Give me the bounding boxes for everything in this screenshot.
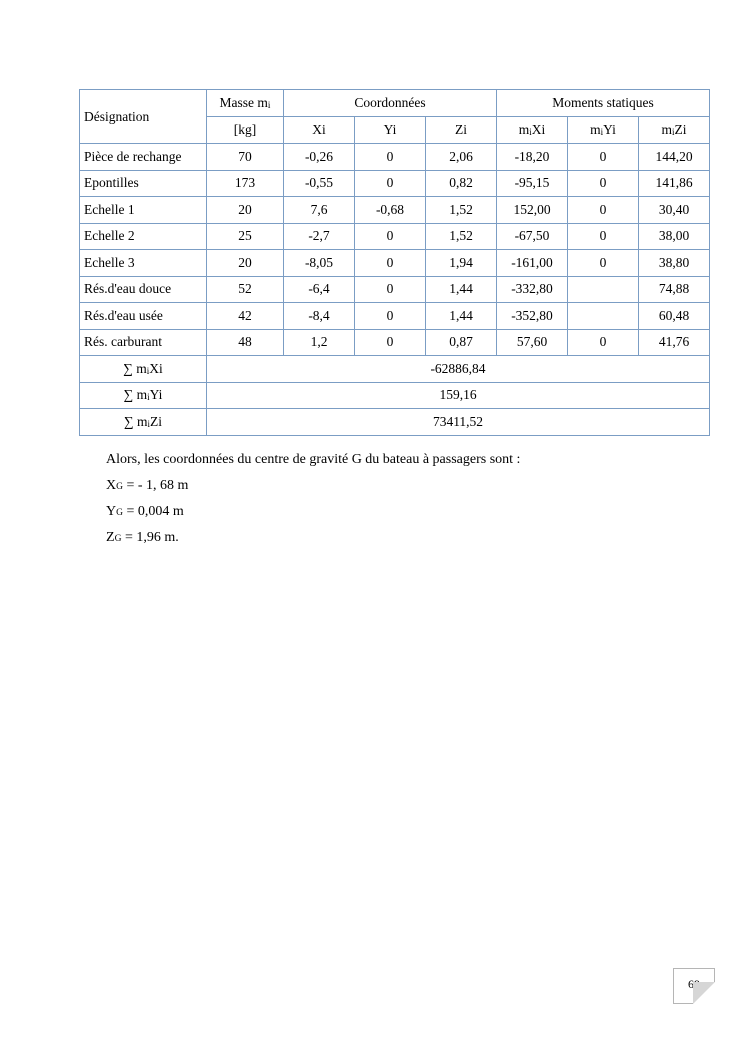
row-zi: 0,87	[426, 329, 497, 356]
sum-zi-label: ∑ $m_iZi$	[80, 409, 207, 436]
row-mizi: 38,00	[639, 223, 710, 250]
table-body	[80, 144, 710, 356]
miyi-header: $m_iYi$	[568, 117, 639, 144]
table-row	[80, 170, 710, 197]
masse-header: Masse $m_i$	[207, 90, 284, 117]
sum-xi-label: ∑ $m_iXi$	[80, 356, 207, 383]
row-masse: 20	[207, 250, 284, 277]
row-mixi: -67,50	[497, 223, 568, 250]
yg-line: YG = 0,004 m	[106, 504, 184, 519]
row-zi: 1,94	[426, 250, 497, 277]
row-zi: 1,52	[426, 197, 497, 224]
row-mizi: 30,40	[639, 197, 710, 224]
row-name: Echelle 2	[80, 223, 207, 250]
page-number-box	[673, 968, 715, 1004]
sum-row-yi	[80, 382, 710, 409]
row-xi: 7,6	[284, 197, 355, 224]
coordonnees-header: Coordonnées	[284, 90, 497, 117]
row-masse: 173	[207, 170, 284, 197]
xi-header: Xi	[284, 117, 355, 144]
table-row	[80, 144, 710, 171]
row-miyi: 0	[568, 170, 639, 197]
statics-table	[79, 89, 710, 436]
row-masse: 48	[207, 329, 284, 356]
row-yi: 0	[355, 250, 426, 277]
row-xi: -8,05	[284, 250, 355, 277]
row-mizi: 60,48	[639, 303, 710, 330]
row-masse: 20	[207, 197, 284, 224]
row-miyi	[568, 303, 639, 330]
row-mizi: 141,86	[639, 170, 710, 197]
row-name: Echelle 1	[80, 197, 207, 224]
row-mizi: 38,80	[639, 250, 710, 277]
sum-yi-value: 159,16	[207, 382, 710, 409]
row-xi: -8,4	[284, 303, 355, 330]
row-yi: 0	[355, 144, 426, 171]
row-miyi: 0	[568, 329, 639, 356]
row-mixi: -95,15	[497, 170, 568, 197]
row-zi: 1,44	[426, 276, 497, 303]
row-name: Rés.d'eau usée	[80, 303, 207, 330]
row-zi: 0,82	[426, 170, 497, 197]
table-row	[80, 276, 710, 303]
row-mixi: -352,80	[497, 303, 568, 330]
row-masse: 25	[207, 223, 284, 250]
row-xi: -0,55	[284, 170, 355, 197]
page-number: 69	[688, 977, 700, 991]
row-zi: 1,52	[426, 223, 497, 250]
row-xi: -6,4	[284, 276, 355, 303]
row-mixi: -18,20	[497, 144, 568, 171]
row-name: Epontilles	[80, 170, 207, 197]
row-masse: 52	[207, 276, 284, 303]
row-masse: 70	[207, 144, 284, 171]
row-miyi: 0	[568, 144, 639, 171]
zg-line: ZG = 1,96 m.	[106, 530, 179, 545]
sum-row-zi	[80, 409, 710, 436]
moments-header: Moments statiques	[497, 90, 710, 117]
row-miyi: 0	[568, 250, 639, 277]
row-yi: 0	[355, 223, 426, 250]
row-mixi: -161,00	[497, 250, 568, 277]
yi-header: Yi	[355, 117, 426, 144]
row-miyi	[568, 276, 639, 303]
row-zi: 2,06	[426, 144, 497, 171]
row-yi: 0	[355, 303, 426, 330]
row-mizi: 41,76	[639, 329, 710, 356]
sum-yi-label: ∑ $m_iYi$	[80, 382, 207, 409]
row-xi: -2,7	[284, 223, 355, 250]
sum-zi-value: 73411,52	[207, 409, 710, 436]
row-miyi: 0	[568, 197, 639, 224]
header-row-1	[80, 90, 710, 117]
row-yi: 0	[355, 276, 426, 303]
intro-text: Alors, les coordonnées du centre de gravité G du bateau à passagers sont :	[106, 452, 521, 467]
row-yi: 0	[355, 170, 426, 197]
sum-xi-value: -62886,84	[207, 356, 710, 383]
row-miyi: 0	[568, 223, 639, 250]
row-name: Rés.d'eau douce	[80, 276, 207, 303]
table-row	[80, 303, 710, 330]
row-masse: 42	[207, 303, 284, 330]
row-yi: -0,68	[355, 197, 426, 224]
row-mixi: 57,60	[497, 329, 568, 356]
row-name: Rés. carburant	[80, 329, 207, 356]
row-name: Pièce de rechange	[80, 144, 207, 171]
table-row	[80, 197, 710, 224]
row-xi: -0,26	[284, 144, 355, 171]
row-zi: 1,44	[426, 303, 497, 330]
table-row	[80, 250, 710, 277]
designation-header: Désignation	[80, 90, 207, 144]
page-fold-icon	[693, 982, 715, 1004]
row-mixi: 152,00	[497, 197, 568, 224]
row-mizi: 144,20	[639, 144, 710, 171]
zi-header: Zi	[426, 117, 497, 144]
sum-row-xi	[80, 356, 710, 383]
row-name: Echelle 3	[80, 250, 207, 277]
row-xi: 1,2	[284, 329, 355, 356]
table-row	[80, 223, 710, 250]
row-mixi: -332,80	[497, 276, 568, 303]
masse-unit: [kg]	[207, 117, 284, 144]
row-yi: 0	[355, 329, 426, 356]
table-row	[80, 329, 710, 356]
row-mizi: 74,88	[639, 276, 710, 303]
mizi-header: $m_iZi$	[639, 117, 710, 144]
xg-line: XG = - 1, 68 m	[106, 478, 189, 493]
mixi-header: $m_iXi$	[497, 117, 568, 144]
